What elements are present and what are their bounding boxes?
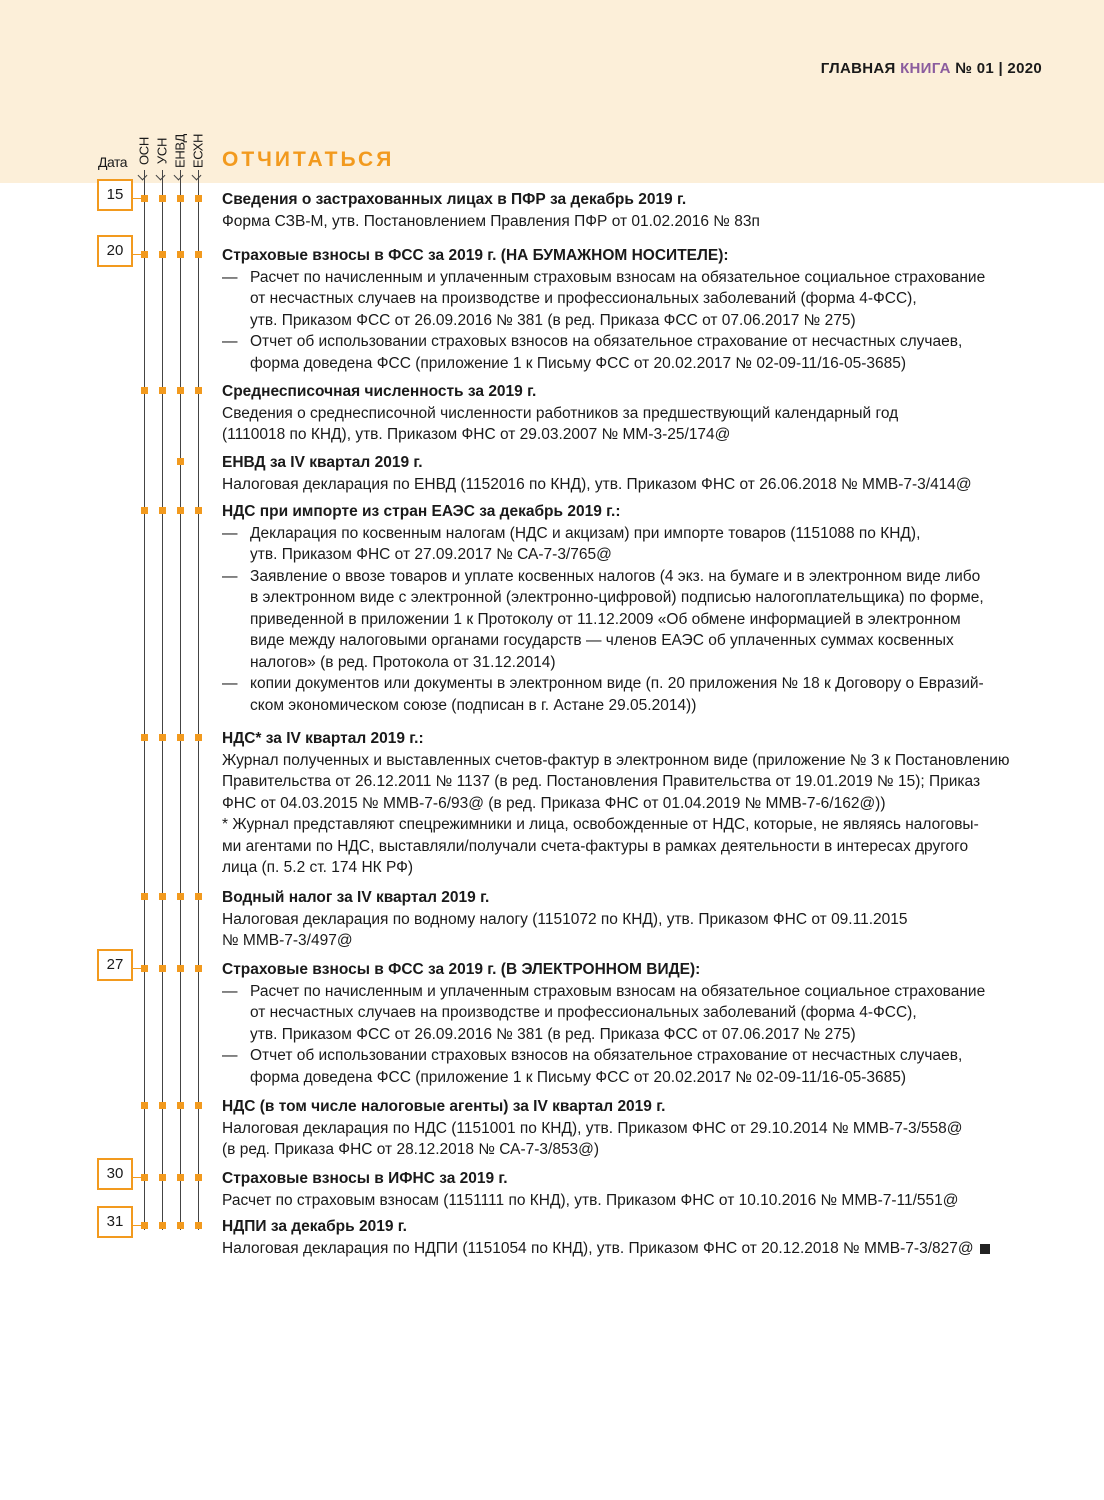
regime-marker bbox=[195, 195, 202, 202]
entry-text bbox=[222, 959, 1052, 1088]
entry-line: Налоговая декларация по НДС (1151001 по КНД), утв. Приказом ФНС от 29.10.2014 № ММВ-7-3/558@ bbox=[222, 1119, 963, 1137]
entry-line: (1110018 по КНД), утв. Приказом ФНС от 29.03.2007 № ММ-3-25/174@ bbox=[222, 426, 731, 443]
date-column-header: Дата bbox=[98, 154, 128, 170]
regime-marker bbox=[195, 1102, 202, 1109]
date-box: 31 bbox=[97, 1206, 133, 1238]
regime-marker bbox=[159, 1102, 166, 1109]
dash-item: — Расчет по начисленным и уплаченным страховым взносам на обязательное социальное страхование от несчастных случаев на производстве и профессиональных заболеваний (форма 4-ФСС), утв. Приказом ФСС от 26.09.2016 № 381 (в ред. Приказа ФСС от 07.06.2017 № 275) bbox=[222, 267, 1052, 332]
entry-title: НДПИ за декабрь 2019 г. bbox=[222, 1218, 407, 1235]
dash-item: — Заявление о ввозе товаров и уплате косвенных налогов (4 экз. на бумаге и в электронном виде либо в электронном виде с электронной (электронно-цифровой) подписью налогоплательщика) по форме, приведенной в приложении 1 к Протоколу от 11.12.2009 «Об обмене информацией в электронном виде между налоговыми органами государств — членов ЕАЭС об уплаченных суммах косвенных налогов» (в ред. Протокола от 31.12.2014) bbox=[222, 566, 1052, 674]
regime-marker bbox=[159, 507, 166, 514]
regime-marker bbox=[195, 507, 202, 514]
entry-text bbox=[222, 1096, 1052, 1161]
regime-marker bbox=[141, 734, 148, 741]
regime-marker bbox=[141, 387, 148, 394]
section-title: ОТЧИТАТЬСЯ bbox=[222, 148, 395, 171]
column-header-envd: ЕНВД bbox=[172, 133, 188, 169]
dash-item: — Декларация по косвенным налогам (НДС и акцизам) при импорте товаров (1151088 по КНД), утв. Приказом ФНС от 27.09.2017 № СА-7-3/765@ bbox=[222, 523, 1052, 566]
entry-line: * Журнал представляют спецрежимники и лица, освобожденные от НДС, которые, не являясь налоговы- bbox=[222, 816, 979, 833]
entry-line: (в ред. Приказа ФНС от 28.12.2018 № СА-7-3/853@) bbox=[222, 1141, 600, 1158]
column-line-osn bbox=[144, 170, 145, 1230]
regime-marker bbox=[177, 1222, 184, 1229]
entry-line: № ММВ-7-3/497@ bbox=[222, 932, 353, 949]
regime-marker bbox=[177, 1102, 184, 1109]
end-of-section-mark bbox=[980, 1244, 990, 1254]
entry-text bbox=[222, 245, 1052, 374]
entry-text bbox=[222, 381, 1052, 446]
regime-marker bbox=[195, 734, 202, 741]
entry-line: Налоговая декларация по ЕНВД (1152016 по КНД), утв. Приказом ФНС от 26.06.2018 № ММВ-7-3/414@ bbox=[222, 475, 972, 493]
regime-marker bbox=[141, 251, 148, 258]
entry-text bbox=[222, 452, 1052, 495]
entry-line: Расчет по страховым взносам (1151111 по КНД), утв. Приказом ФНС от 10.10.2016 № ММВ-7-11/551@ bbox=[222, 1191, 959, 1209]
entry-text bbox=[222, 728, 1052, 879]
column-header-osn: ОСН bbox=[136, 137, 152, 165]
entry-line: Правительства от 26.12.2011 № 1137 (в ред. Постановления Правительства от 19.01.2019 № 15); Приказ bbox=[222, 773, 981, 790]
regime-marker bbox=[159, 1222, 166, 1229]
regime-marker bbox=[159, 387, 166, 394]
regime-marker bbox=[177, 1174, 184, 1181]
entry-title: НДС при импорте из стран ЕАЭС за декабрь 2019 г.: bbox=[222, 503, 621, 520]
regime-marker bbox=[141, 507, 148, 514]
dash-item: — Отчет об использовании страховых взносов на обязательное страхование от несчастных случаев, форма доведена ФСС (приложение 1 к Письму ФСС от 20.02.2017 № 02-09-11/16-05-3685) bbox=[222, 1045, 1052, 1088]
regime-marker bbox=[195, 893, 202, 900]
brand-name-accent: КНИГА bbox=[900, 60, 951, 77]
regime-marker bbox=[141, 1102, 148, 1109]
regime-marker bbox=[141, 965, 148, 972]
masthead bbox=[821, 60, 1042, 77]
regime-marker bbox=[141, 1174, 148, 1181]
date-box: 27 bbox=[97, 949, 133, 981]
entry-line: ми агентами по НДС, выставляли/получали счета-фактуры в рамках деятельности в интересах другого bbox=[222, 837, 969, 855]
dash-item: — Отчет об использовании страховых взносов на обязательное страхование от несчастных случаев, форма доведена ФСС (приложение 1 к Письму ФСС от 20.02.2017 № 02-09-11/16-05-3685) bbox=[222, 331, 1052, 374]
regime-marker bbox=[195, 1174, 202, 1181]
entry-title: НДС* за IV квартал 2019 г.: bbox=[222, 730, 424, 747]
date-box: 30 bbox=[97, 1158, 133, 1190]
date-box: 20 bbox=[97, 235, 133, 267]
entry-line: Сведения о среднесписочной численности работников за предшествующий календарный год bbox=[222, 404, 899, 422]
regime-marker bbox=[177, 507, 184, 514]
entry-line: Форма СЗВ-М, утв. Постановлением Правления ПФР от 01.02.2016 № 83п bbox=[222, 212, 760, 230]
regime-marker bbox=[141, 893, 148, 900]
issue-number: № 01 | 2020 bbox=[955, 60, 1042, 77]
regime-marker bbox=[195, 1222, 202, 1229]
entry-line: лица (п. 5.2 ст. 174 НК РФ) bbox=[222, 859, 414, 876]
entry-title: Страховые взносы в ФСС за 2019 г. (НА БУМАЖНОМ НОСИТЕЛЕ): bbox=[222, 247, 729, 264]
regime-marker bbox=[177, 965, 184, 972]
regime-marker bbox=[159, 251, 166, 258]
regime-marker bbox=[159, 734, 166, 741]
regime-marker bbox=[177, 387, 184, 394]
entry-title: Сведения о застрахованных лицах в ПФР за декабрь 2019 г. bbox=[222, 191, 687, 208]
entry-text bbox=[222, 1216, 1052, 1259]
regime-marker bbox=[159, 1174, 166, 1181]
regime-marker bbox=[195, 251, 202, 258]
entry-title: Водный налог за IV квартал 2019 г. bbox=[222, 889, 490, 906]
entry-text bbox=[222, 189, 1052, 232]
regime-marker bbox=[141, 1222, 148, 1229]
dash-item: — Расчет по начисленным и уплаченным страховым взносам на обязательное социальное страхование от несчастных случаев на производстве и профессиональных заболеваний (форма 4-ФСС), утв. Приказом ФСС от 26.09.2016 № 381 (в ред. Приказа ФСС от 07.06.2017 № 275) bbox=[222, 981, 1052, 1046]
entry-text bbox=[222, 887, 1052, 952]
entry-title: ЕНВД за IV квартал 2019 г. bbox=[222, 454, 423, 471]
entry-title: Страховые взносы в ФСС за 2019 г. (В ЭЛЕКТРОННОМ ВИДЕ): bbox=[222, 961, 701, 978]
column-header-usn: УСН bbox=[154, 137, 170, 165]
column-line-usn bbox=[162, 170, 163, 1230]
date-box: 15 bbox=[97, 179, 133, 211]
regime-marker bbox=[177, 458, 184, 465]
dash-item: — копии документов или документы в электронном виде (п. 20 приложения № 18 к Договору о Евразий- ском экономическом союзе (подписан в г. Астане 29.05.2014)) bbox=[222, 673, 1052, 716]
entry-text bbox=[222, 1168, 1052, 1211]
brand-name: ГЛАВНАЯ bbox=[820, 60, 896, 77]
regime-marker bbox=[177, 195, 184, 202]
column-line-envd bbox=[180, 170, 181, 1230]
regime-marker bbox=[159, 195, 166, 202]
entry-text bbox=[222, 501, 1052, 716]
regime-marker bbox=[177, 251, 184, 258]
regime-marker bbox=[177, 893, 184, 900]
regime-marker bbox=[141, 195, 148, 202]
entry-line: Налоговая декларация по НДПИ (1151054 по КНД), утв. Приказом ФНС от 20.12.2018 № ММВ-7-3/827@ bbox=[222, 1238, 1052, 1260]
entry-title: Страховые взносы в ИФНС за 2019 г. bbox=[222, 1170, 508, 1187]
entry-title: НДС (в том числе налоговые агенты) за IV квартал 2019 г. bbox=[222, 1098, 666, 1115]
regime-marker bbox=[159, 893, 166, 900]
entry-line: ФНС от 04.03.2015 № ММВ-7-6/93@ (в ред. Приказа ФНС от 01.04.2019 № ММВ-7-6/162@)) bbox=[222, 794, 886, 812]
entry-title: Среднесписочная численность за 2019 г. bbox=[222, 383, 537, 400]
entry-line: Журнал полученных и выставленных счетов-фактур в электронном виде (приложение № 3 к Постановлению bbox=[222, 751, 1010, 769]
entry-line: Налоговая декларация по водному налогу (1151072 по КНД), утв. Приказом ФНС от 09.11.2015 bbox=[222, 910, 908, 928]
column-header-eshn: ЕСХН bbox=[190, 133, 206, 169]
regime-marker bbox=[177, 734, 184, 741]
regime-marker bbox=[195, 387, 202, 394]
regime-marker bbox=[159, 965, 166, 972]
column-line-eshn bbox=[198, 170, 199, 1230]
regime-marker bbox=[195, 965, 202, 972]
